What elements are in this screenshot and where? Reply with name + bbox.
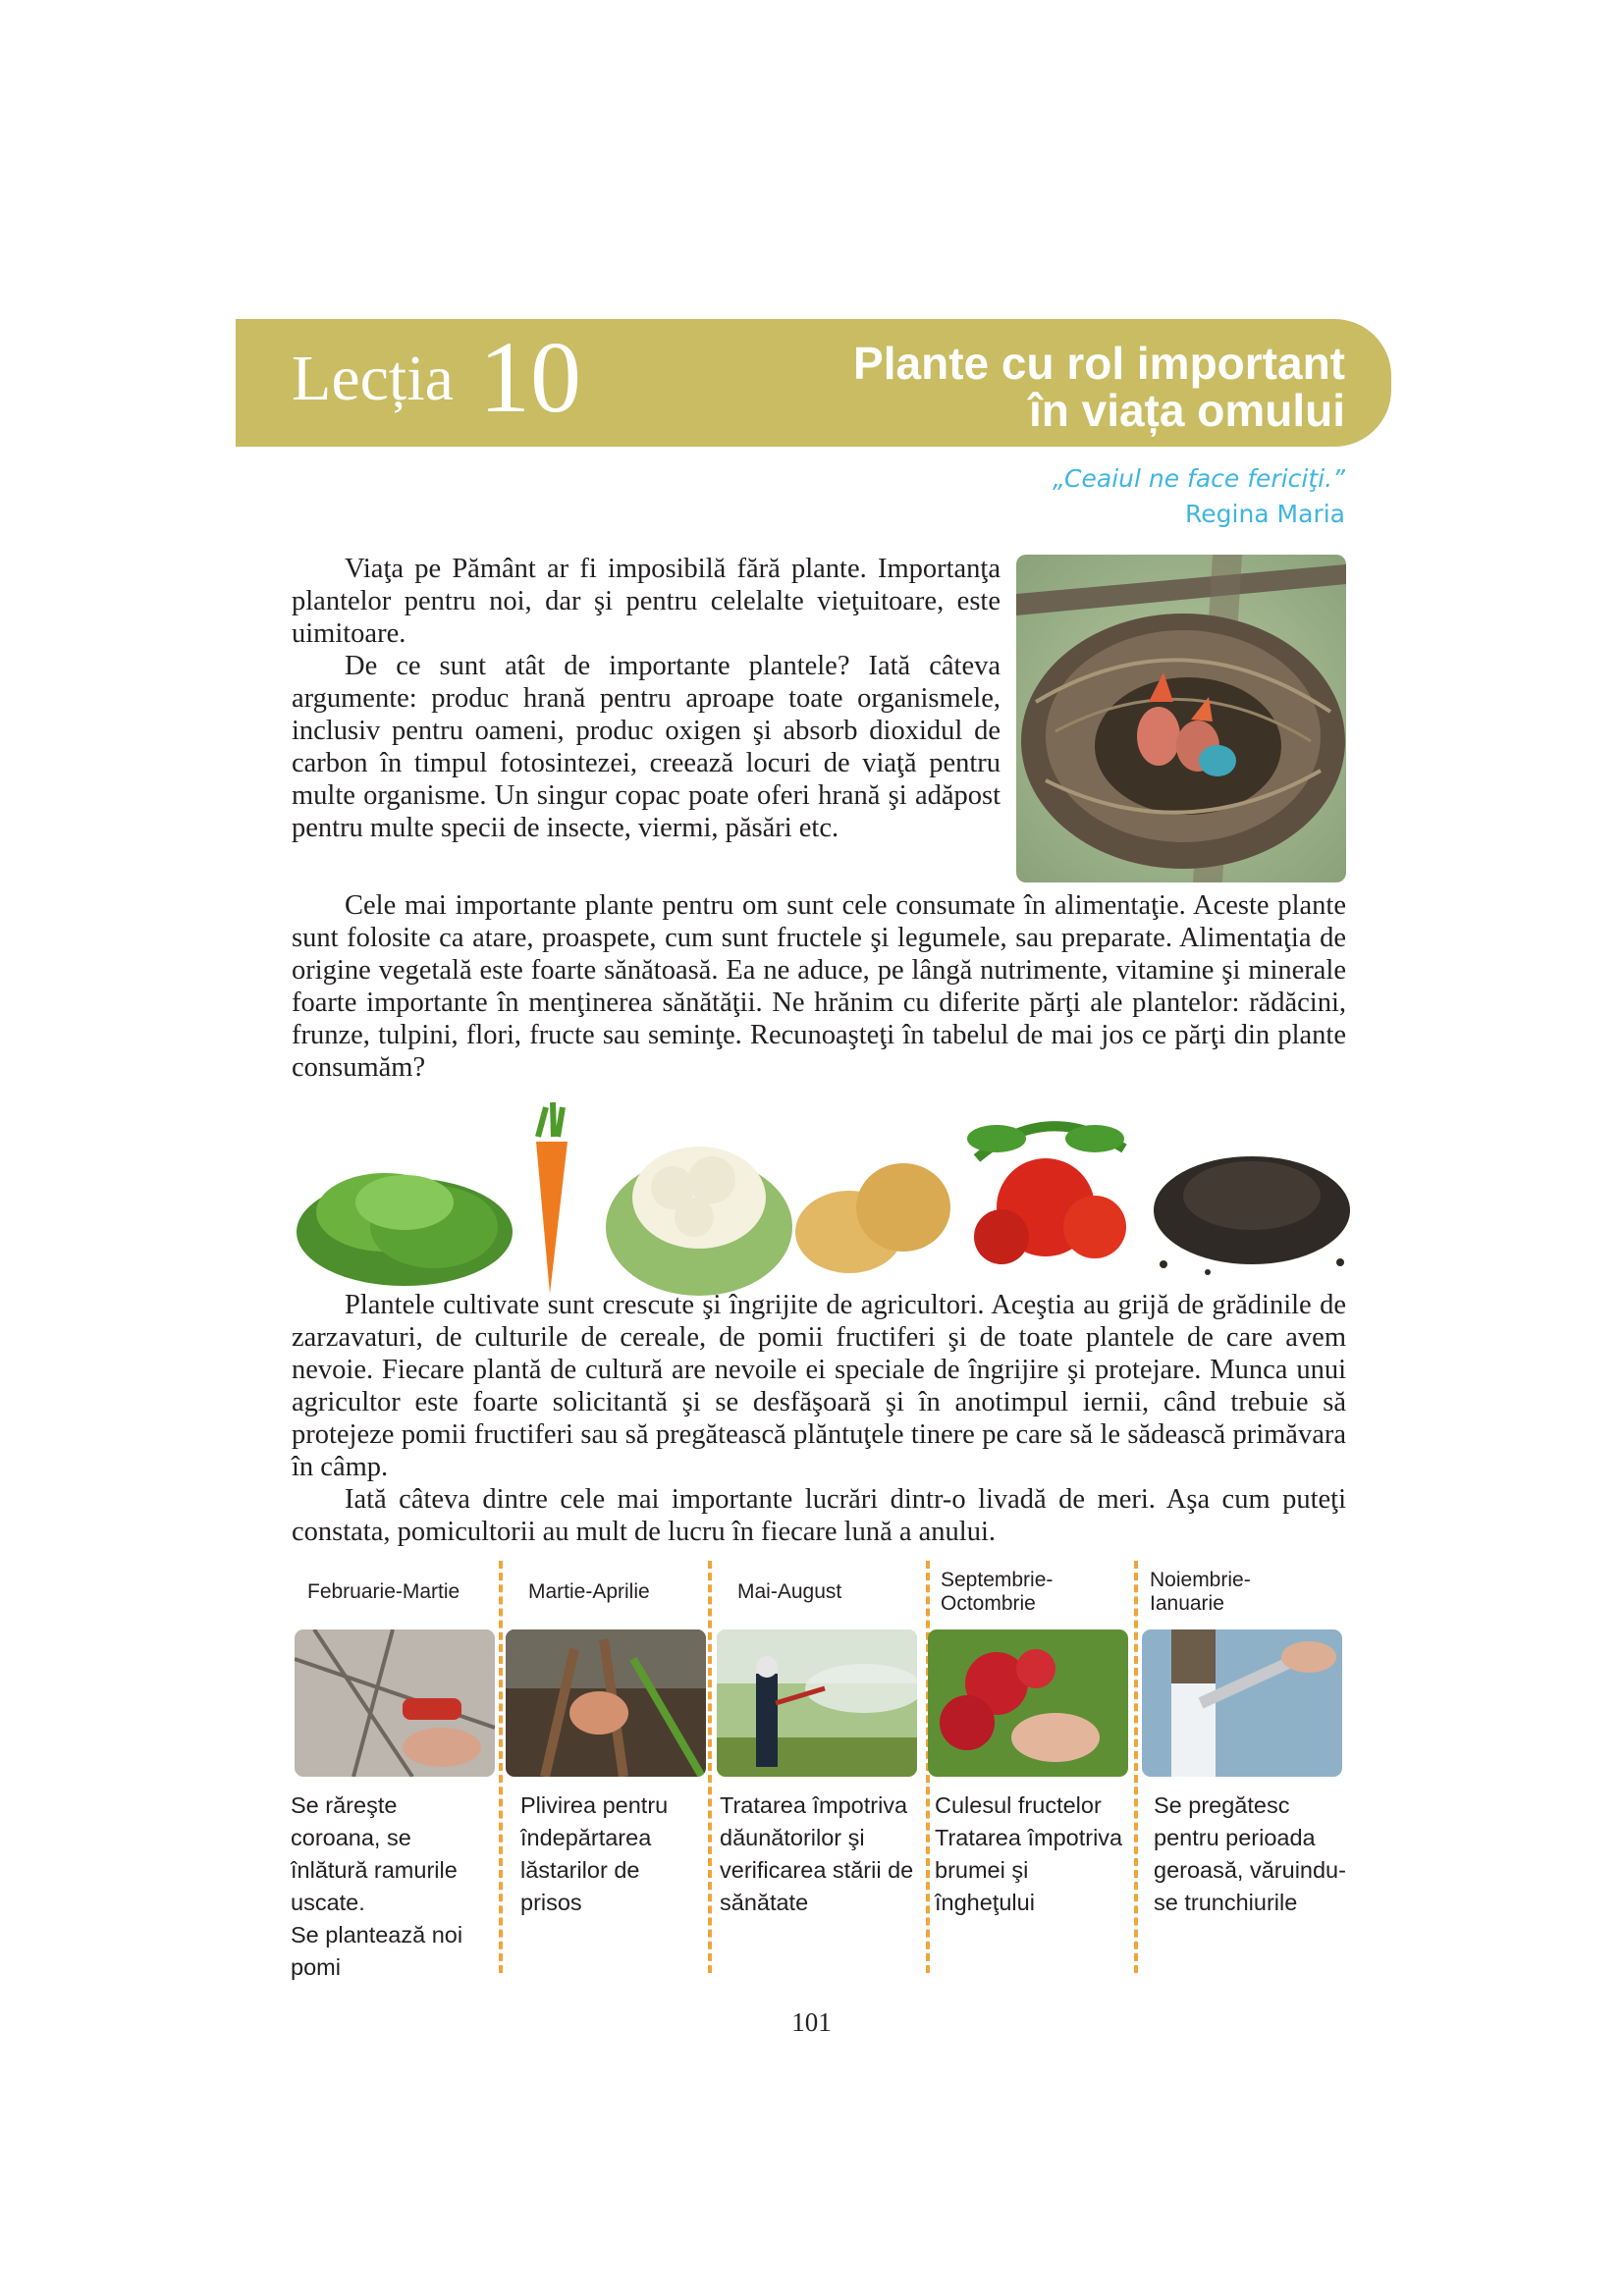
spraying-orchard-photo: [717, 1629, 917, 1777]
tomatoes-image: [957, 1099, 1134, 1286]
lesson-title: [853, 340, 1345, 434]
page-number: 101: [791, 2007, 832, 2037]
calendar-task-3: Tratarea împotriva dăunătorilor şi verificarea stării de sănătate: [720, 1792, 914, 1915]
pruning-shears-photo: [295, 1629, 495, 1777]
motto-author: Regina Maria: [1185, 500, 1345, 528]
paragraph-2: De ce sunt atât de importante plantele? Iată câteva argumente: produc hrană pentru aproape toate organismele, inclusiv pentru oameni, produc oxigen şi absorb dioxidul de carbon în timpul fotosintezei, creează locuri de viaţă pentru multe organisme. Un singur copac poate oferi hrană şi adăpost pentru multe specii de insecte, viermi, păsări etc.: [292, 651, 1001, 843]
paragraph-3: Cele mai importante plante pentru om sunt cele consumate în alimentaţie. Aceste plante sunt folosite ca atare, proaspete, cum sunt fructele şi legumele, sau preparate. Alimentaţia de origine vegetală este foarte sănătoasă. Ea ne aduce, pe lângă nutrimente, vitamine şi minerale foarte importante în menţinerea sănătăţii. Ne hrănim cu diferite părţi ale plantelor: rădăcini, frunze, tulpini, flori, fructe sau seminţe. Recunoaşteţi în tabelul de mai jos ce părţi din plante consumăm?: [292, 890, 1346, 1083]
lesson-title-line2: în viața omului: [1028, 385, 1345, 436]
calendar-divider: [1134, 1561, 1138, 1973]
lesson-title-line1: Plante cu rol important: [853, 338, 1345, 389]
lettuce-image: [287, 1144, 522, 1291]
calendar-task-4: Culesul fructelor Tratarea împotriva brumei şi îngheţului: [935, 1792, 1123, 1915]
calendar-task-1: Se răreşte coroana, se înlătură ramurile uscate. Se plantează noi pomi: [291, 1792, 463, 1980]
bird-nest-image: [1016, 555, 1346, 882]
calendar-month-4: Septembrie- Octombrie: [941, 1569, 1054, 1615]
paragraph-4: Plantele cultivate sunt crescute şi îngrijite de agricultori. Aceştia au grijă de grădinile de zarzavaturi, de culturile de cereale, de pomii fructiferi şi de toate plantele de care avem nevoie. Fiecare plantă de cultură are nevoile ei speciale de îngrijire şi protejare. Munca unui agricultor este foarte solicitantă şi se desfăşoară şi în anotimpul iernii, când trebuie să protejeze pomii fructiferi sau să pregătească plăntuţele tinere pe care să le sădească primăvara în câmp.: [292, 1290, 1346, 1482]
paragraph-1: Viaţa pe Pământ ar fi imposibilă fără plante. Importanţa plantelor pentru noi, dar şi pentru celelalte vieţuitoare, este uimitoare.: [292, 554, 1001, 649]
calendar-divider: [499, 1561, 503, 1973]
calendar-divider: [708, 1561, 712, 1973]
potatoes-image: [790, 1148, 957, 1281]
calendar-month-5: Noiembrie- Ianuarie: [1150, 1569, 1251, 1615]
paragraph-5: Iată câteva dintre cele mai importante lucrări dintr-o livadă de meri. Aşa cum puteţi constata, pomicultorii au mult de lucru în fiecare lună a anului.: [292, 1484, 1346, 1547]
picking-apples-photo: [928, 1629, 1128, 1777]
calendar-month-3: Mai-August: [737, 1580, 842, 1603]
lesson-number: 10: [479, 321, 581, 434]
whitewashing-trunk-photo: [1142, 1629, 1342, 1777]
lesson-label: Lecția: [292, 343, 454, 414]
motto-quote: „Ceaiul ne face fericiţi.”: [1052, 464, 1345, 493]
carrot-image: [518, 1097, 587, 1299]
calendar-month-2: Martie-Aprilie: [528, 1580, 650, 1603]
calendar-task-5: Se pregătesc pentru perioada geroasă, văruindu-se trunchiurile: [1154, 1792, 1346, 1915]
cauliflower-image: [604, 1119, 795, 1301]
calendar-month-1: Februarie-Martie: [307, 1580, 460, 1603]
weeding-shoots-photo: [506, 1629, 706, 1777]
calendar-task-2: Plivirea pentru îndepărtarea lăstarilor de prisos: [520, 1792, 669, 1915]
peppercorns-image: [1149, 1137, 1355, 1279]
motto: [1053, 461, 1345, 532]
